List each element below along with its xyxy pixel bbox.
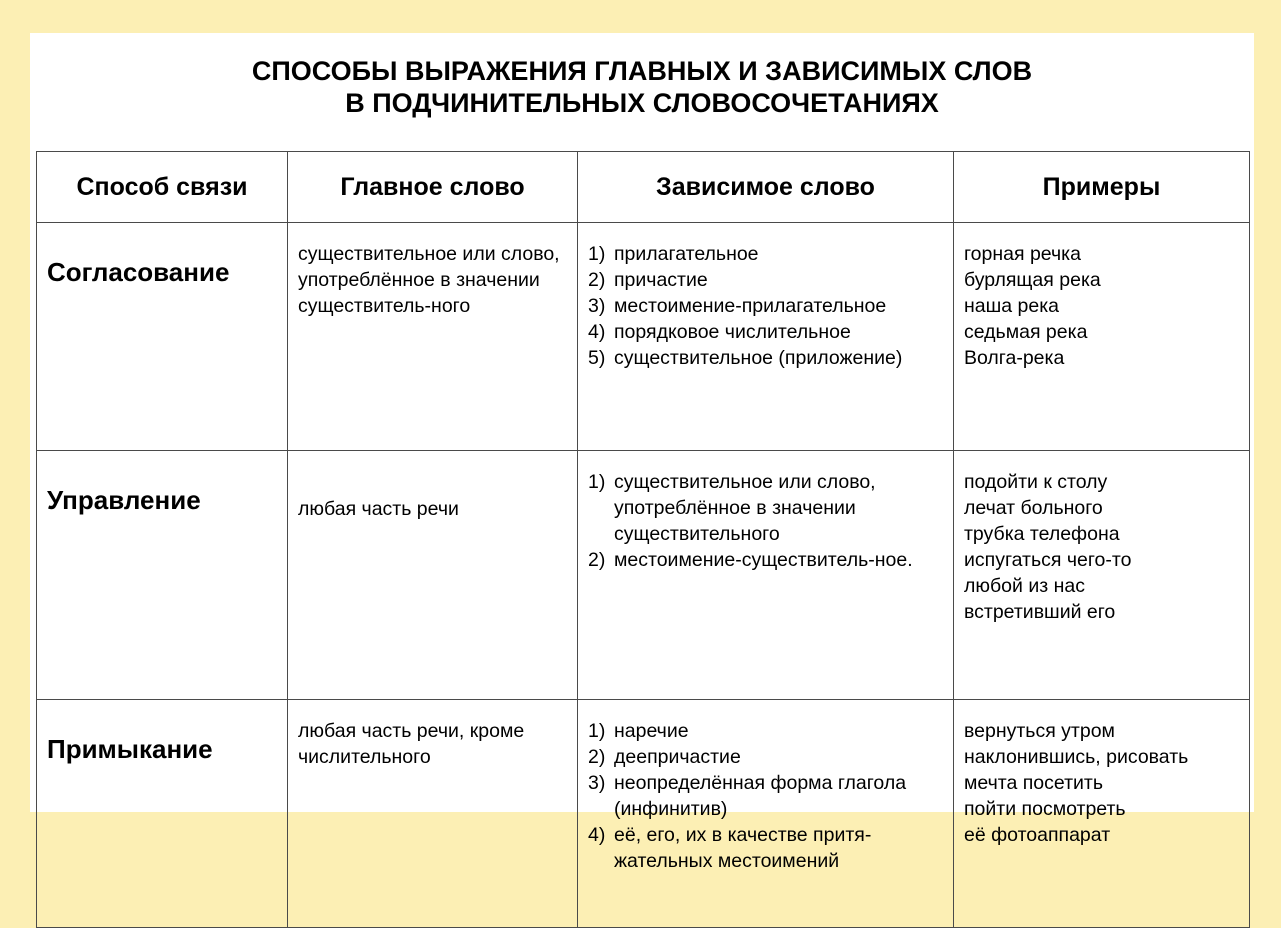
example-item: бурлящая река: [964, 269, 1101, 291]
row-dependent-word: [578, 451, 954, 700]
list-item: 4) порядковое числительное: [588, 321, 851, 343]
row-main-word: любая часть речи: [288, 451, 578, 700]
list-item: 1) наречие: [588, 720, 689, 742]
list-item: 4) её, его, их в качестве притя-жательных местоимений: [588, 824, 872, 872]
table-header-row: [37, 152, 1250, 223]
example-item: горная речка: [964, 243, 1081, 265]
example-item: лечат больного: [964, 497, 1103, 519]
row-dependent-word: [578, 223, 954, 451]
table-row: [37, 700, 1250, 928]
table-row: [37, 223, 1250, 451]
header-dependent-word: Зависимое слово: [578, 152, 954, 223]
example-item: встретивший его: [964, 601, 1116, 623]
row-dependent-word: [578, 700, 954, 928]
table-row: [37, 451, 1250, 700]
example-item: наша река: [964, 295, 1060, 317]
list-item: 2) местоимение-существитель-ное.: [588, 549, 913, 571]
list-item: 5) существительное (приложение): [588, 347, 903, 369]
list-item: 3) неопределённая форма глагола (инфинитив): [588, 772, 907, 820]
example-item: Волга-река: [964, 347, 1065, 369]
header-way: Способ связи: [37, 152, 288, 223]
list-item: 2) деепричастие: [588, 746, 741, 768]
row-way: Управление: [37, 451, 288, 700]
header-examples: Примеры: [954, 152, 1250, 223]
row-examples: [954, 451, 1250, 700]
example-item: подойти к столу: [964, 471, 1108, 493]
list-item: 2) причастие: [588, 269, 708, 291]
row-way: Согласование: [37, 223, 288, 451]
example-item: вернуться утром: [964, 720, 1115, 742]
example-item: её фотоаппарат: [964, 824, 1111, 846]
title-line-2: В ПОДЧИНИТЕЛЬНЫХ СЛОВОСОЧЕТАНИЯХ: [345, 88, 939, 118]
example-item: трубка телефона: [964, 523, 1120, 545]
row-main-word: любая часть речи, кроме числительного: [288, 700, 578, 928]
row-examples: [954, 223, 1250, 451]
row-way: Примыкание: [37, 700, 288, 928]
document-title: [30, 55, 1254, 119]
example-item: любой из нас: [964, 575, 1085, 597]
title-line-1: СПОСОБЫ ВЫРАЖЕНИЯ ГЛАВНЫХ И ЗАВИСИМЫХ СЛОВ: [251, 56, 1033, 86]
example-item: пойти посмотреть: [964, 798, 1126, 820]
list-item: 1) прилагательное: [588, 243, 759, 265]
example-item: испугаться чего-то: [964, 549, 1132, 571]
example-item: мечта посетить: [964, 772, 1104, 794]
connection-table: [36, 151, 1250, 928]
row-examples: [954, 700, 1250, 928]
row-main-word: существительное или слово, употреблённое в значении существитель-ного: [288, 223, 578, 451]
header-main-word: Главное слово: [288, 152, 578, 223]
list-item: 3) местоимение-прилагательное: [588, 295, 887, 317]
document-sheet: [30, 33, 1254, 872]
list-item: 1) существительное или слово, употреблённое в значении существительного: [588, 471, 876, 545]
example-item: наклонившись, рисовать: [964, 746, 1189, 768]
example-item: седьмая река: [964, 321, 1088, 343]
